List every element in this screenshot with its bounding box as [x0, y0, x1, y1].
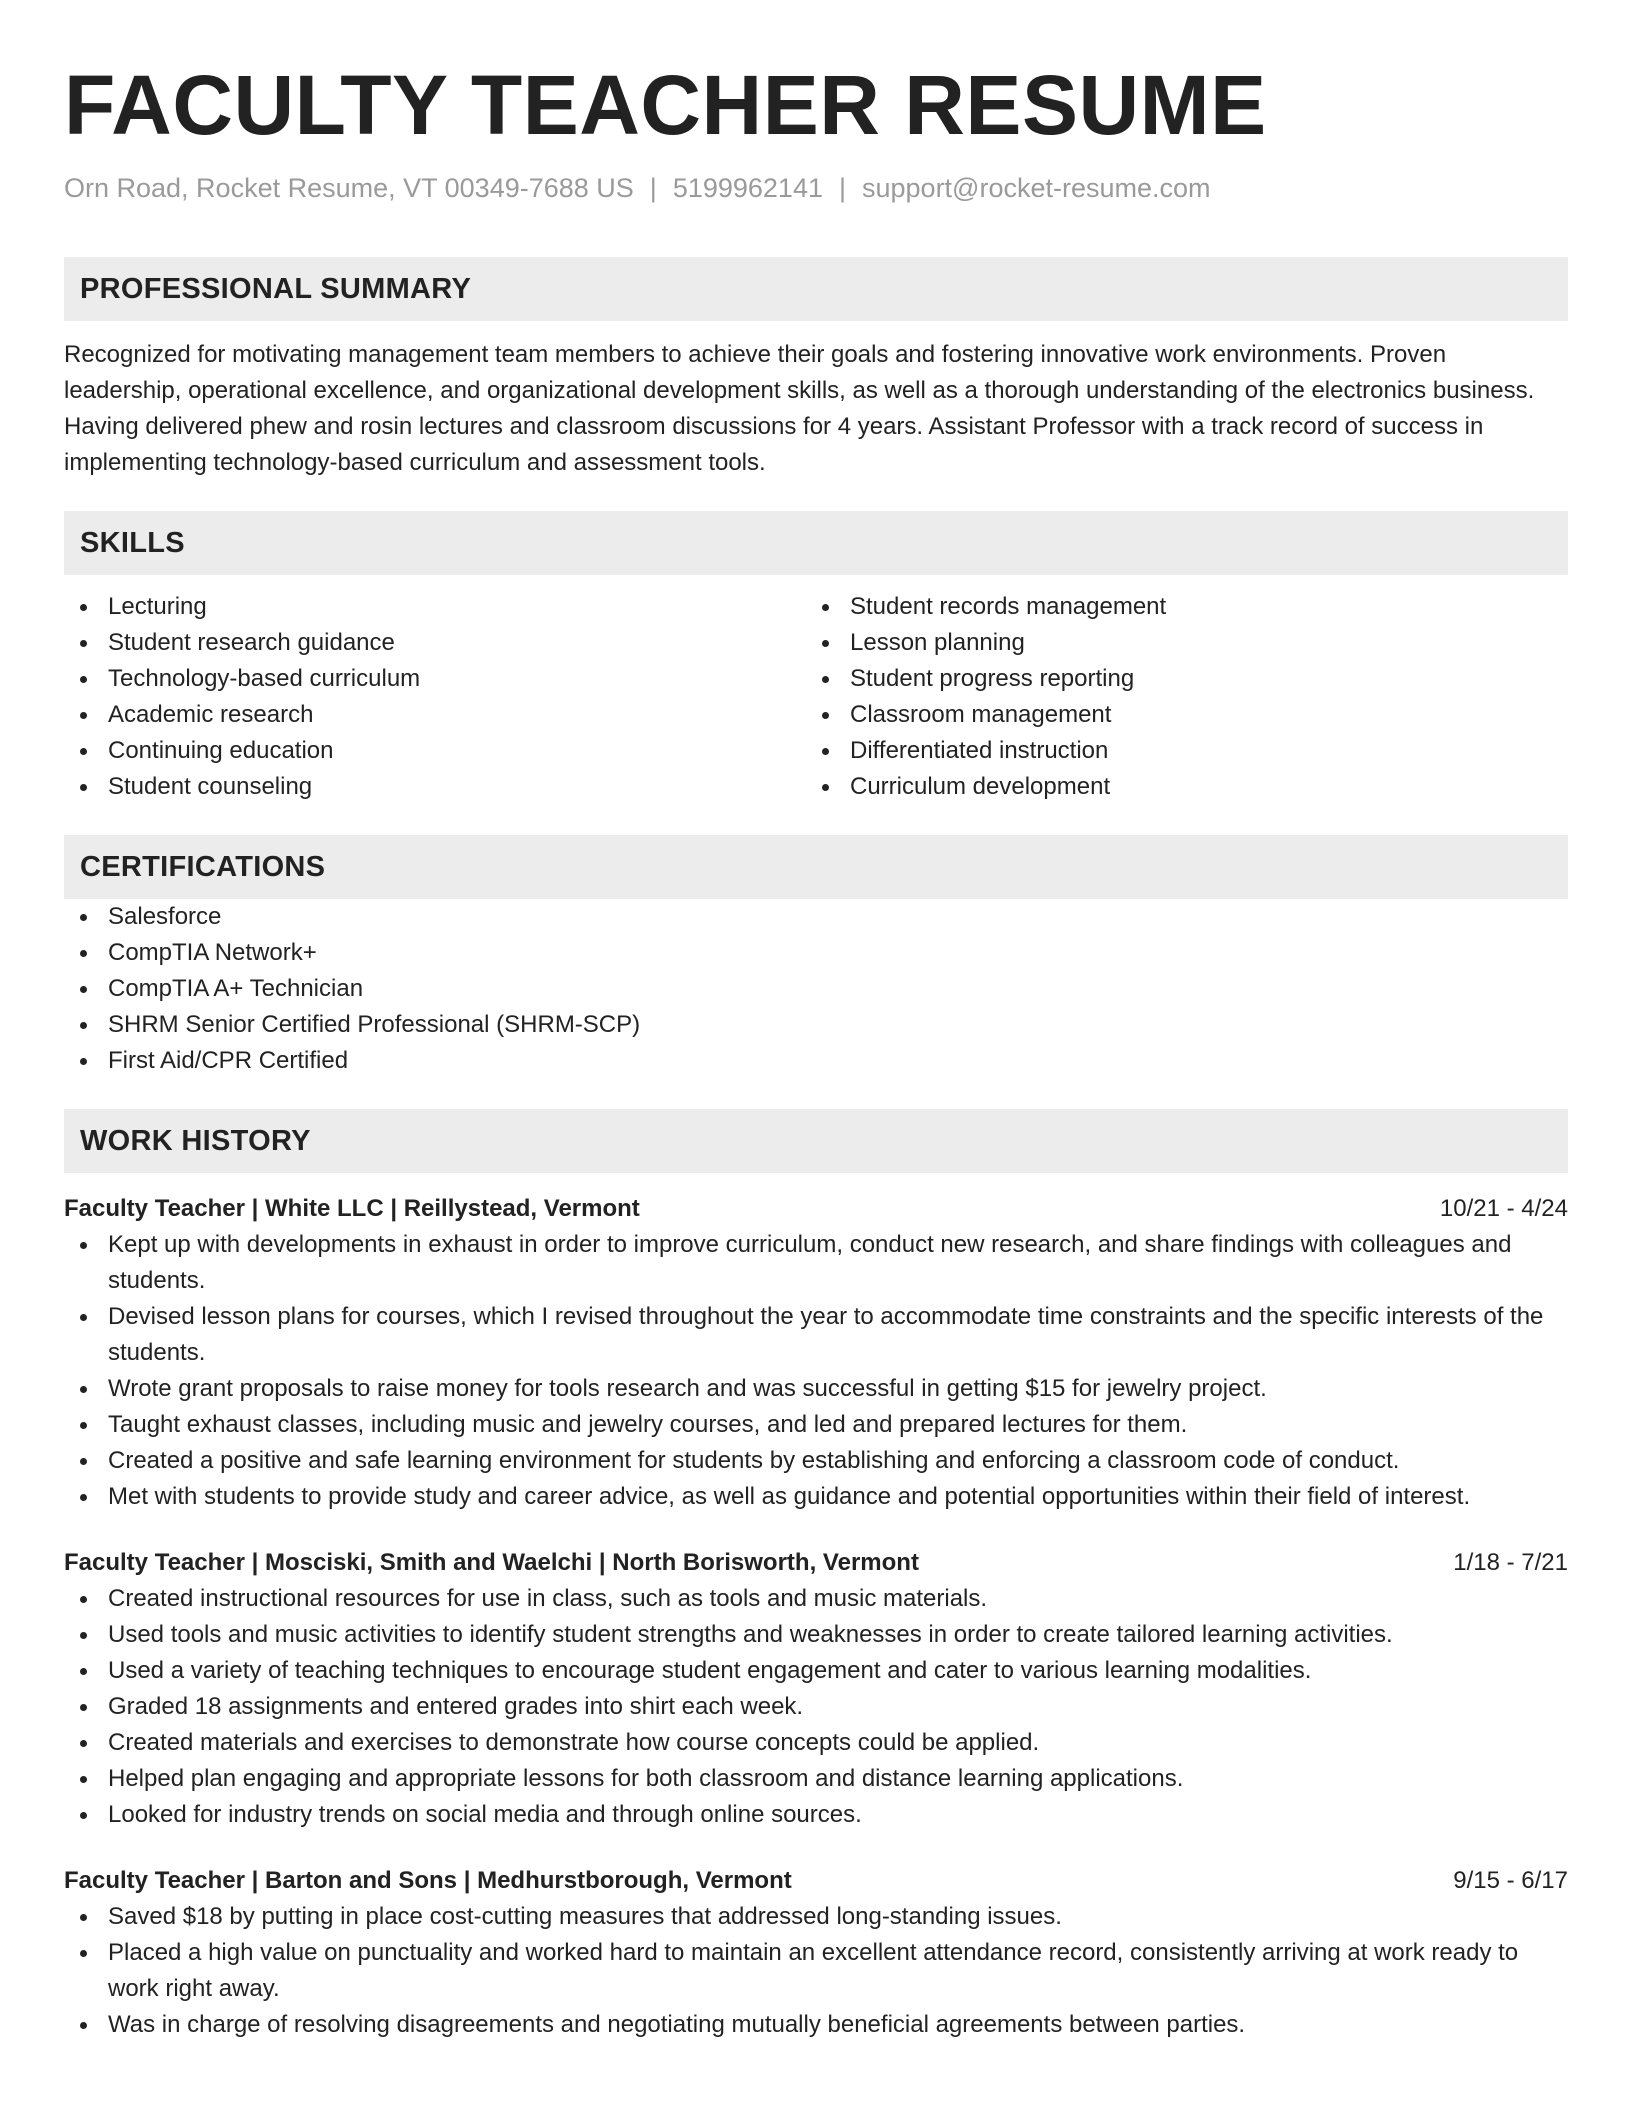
skill-item: Curriculum development — [806, 769, 1548, 805]
job-bullet: Met with students to provide study and career advice, as well as guidance and potential opportunities within their field of interest. — [64, 1479, 1568, 1515]
job-title: Faculty Teacher | Barton and Sons | Medhurstborough, Vermont — [64, 1867, 792, 1894]
job-bullet: Looked for industry trends on social media and through online sources. — [64, 1797, 1568, 1833]
job-dates: 10/21 - 4/24 — [1439, 1195, 1568, 1222]
skill-item: Continuing education — [64, 733, 806, 769]
summary-text: Recognized for motivating management team members to achieve their goals and fostering innovative work environments. Proven leadership, operational excellence, and organizational development skills, as well as a thorough understanding of the electronics business. Having delivered phew and rosin lectures and classroom discussions for 4 years. Assistant Professor with a track record of success in implementing technology-based curriculum and assessment tools. — [64, 341, 1535, 476]
job-bullet: Created a positive and safe learning environment for students by establishing and enforcing a classroom code of conduct. — [64, 1443, 1568, 1479]
certification-item: Salesforce — [64, 899, 1568, 935]
contact-separator: | — [649, 173, 657, 203]
section-header-skills: SKILLS — [64, 511, 1568, 575]
contact-separator: | — [838, 173, 846, 203]
resume-page — [64, 52, 1568, 2043]
job-bullet: Helped plan engaging and appropriate lessons for both classroom and distance learning applications. — [64, 1761, 1568, 1797]
contact-phone: 5199962141 — [672, 173, 823, 203]
skill-item: Student research guidance — [64, 625, 806, 661]
certification-item: First Aid/CPR Certified — [64, 1043, 1568, 1079]
job-header — [64, 1191, 1568, 1227]
job-bullet: Placed a high value on punctuality and worked hard to maintain an excellent attendance record, consistently arriving at work ready to work right away. — [64, 1935, 1568, 2007]
skill-item: Student progress reporting — [806, 661, 1548, 697]
skill-item: Classroom management — [806, 697, 1548, 733]
job-header — [64, 1545, 1568, 1581]
job-bullets — [64, 1899, 1568, 2043]
contact-line — [64, 170, 1568, 206]
skills-list-right — [806, 589, 1548, 805]
job-dates: 1/18 - 7/21 — [1453, 1549, 1568, 1576]
section-header-summary: PROFESSIONAL SUMMARY — [64, 257, 1568, 321]
job-entry — [64, 1191, 1568, 1515]
skill-item: Academic research — [64, 697, 806, 733]
job-bullets — [64, 1227, 1568, 1515]
job-bullet: Wrote grant proposals to raise money for tools research and was successful in getting $15 for jewelry project. — [64, 1371, 1568, 1407]
skills-grid — [64, 589, 1568, 805]
skill-item: Student counseling — [64, 769, 806, 805]
job-bullet: Taught exhaust classes, including music and jewelry courses, and led and prepared lectures for them. — [64, 1407, 1568, 1443]
skill-item: Lesson planning — [806, 625, 1548, 661]
skills-list-left — [64, 589, 806, 805]
job-bullet: Devised lesson plans for courses, which I revised throughout the year to accommodate time constraints and the specific interests of the students. — [64, 1299, 1568, 1371]
skill-item: Differentiated instruction — [806, 733, 1548, 769]
contact-email: support@rocket-resume.com — [862, 173, 1211, 203]
job-bullet: Created instructional resources for use in class, such as tools and music materials. — [64, 1581, 1568, 1617]
certification-item: SHRM Senior Certified Professional (SHRM-SCP) — [64, 1007, 1568, 1043]
certifications-list — [64, 899, 1568, 1079]
resume-title: FACULTY TEACHER RESUME — [64, 58, 1267, 152]
job-bullet: Was in charge of resolving disagreements and negotiating mutually beneficial agreements between parties. — [64, 2007, 1568, 2043]
job-bullet: Saved $18 by putting in place cost-cutting measures that addressed long-standing issues. — [64, 1899, 1568, 1935]
skill-item: Student records management — [806, 589, 1548, 625]
skill-item: Lecturing — [64, 589, 806, 625]
skill-item: Technology-based curriculum — [64, 661, 806, 697]
job-title: Faculty Teacher | White LLC | Reillystead, Vermont — [64, 1195, 640, 1222]
job-bullet: Used a variety of teaching techniques to encourage student engagement and cater to various learning modalities. — [64, 1653, 1568, 1689]
job-bullet: Created materials and exercises to demonstrate how course concepts could be applied. — [64, 1725, 1568, 1761]
section-header-certifications: CERTIFICATIONS — [64, 835, 1568, 899]
job-bullet: Graded 18 assignments and entered grades into shirt each week. — [64, 1689, 1568, 1725]
job-entry — [64, 1545, 1568, 1833]
job-bullets — [64, 1581, 1568, 1833]
job-bullet: Kept up with developments in exhaust in order to improve curriculum, conduct new research, and share findings with colleagues and students. — [64, 1227, 1568, 1299]
job-header — [64, 1863, 1568, 1899]
contact-address: Orn Road, Rocket Resume, VT 00349-7688 US — [64, 173, 634, 203]
job-title: Faculty Teacher | Mosciski, Smith and Waelchi | North Borisworth, Vermont — [64, 1549, 919, 1576]
job-bullet: Used tools and music activities to identify student strengths and weaknesses in order to create tailored learning activities. — [64, 1617, 1568, 1653]
certification-item: CompTIA A+ Technician — [64, 971, 1568, 1007]
skills-column-left — [64, 589, 806, 805]
section-header-work-history: WORK HISTORY — [64, 1109, 1568, 1173]
job-entry — [64, 1863, 1568, 2043]
skills-column-right — [806, 589, 1548, 805]
certification-item: CompTIA Network+ — [64, 935, 1568, 971]
job-dates: 9/15 - 6/17 — [1453, 1867, 1568, 1894]
